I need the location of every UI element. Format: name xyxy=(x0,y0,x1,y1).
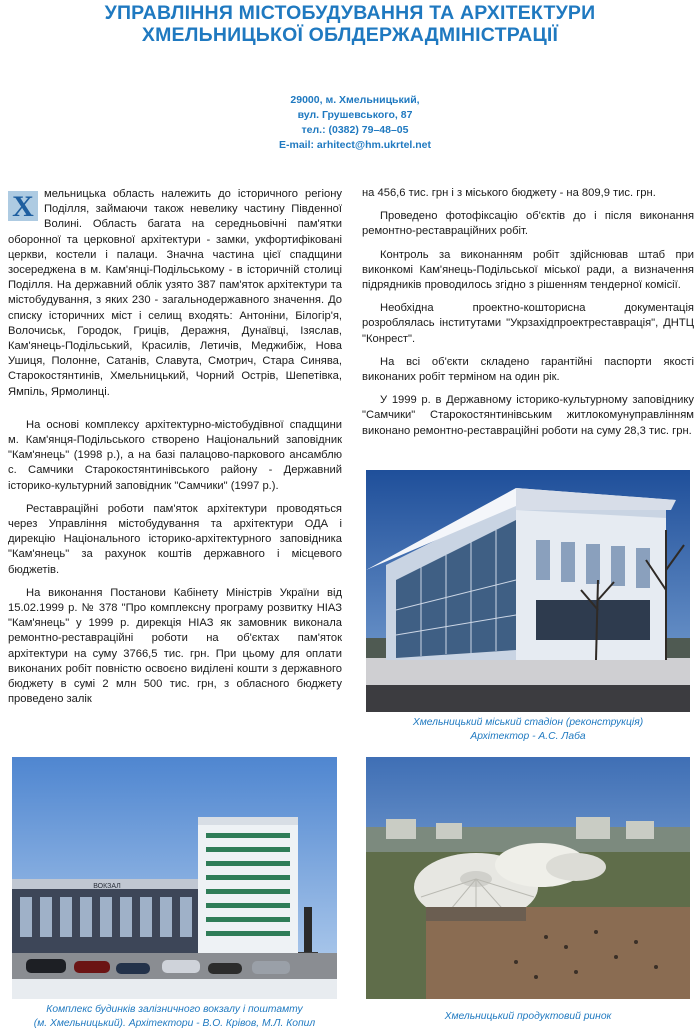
contact-phone: тел.: (0382) 79–48–05 xyxy=(301,124,409,136)
market-photo xyxy=(366,757,690,999)
article-column-right xyxy=(362,186,694,447)
drop-cap: Х xyxy=(8,191,38,221)
caption-line: Хмельницький міський стадіон (реконструкція) xyxy=(412,717,644,728)
paragraph: Контроль за виконанням робіт здійснював штаб при виконкомі Кам'янець-Подільської міської ради, а визначення підрядників проводилось згідно з рішенням тендерної комісії. xyxy=(362,248,694,292)
title-line-1: УПРАВЛІННЯ МІСТОБУДУВАННЯ ТА АРХІТЕКТУРИ xyxy=(104,2,596,24)
page-title xyxy=(0,2,700,46)
paragraph: Реставраційні роботи пам'яток архітектури проводяться через Управління містобудування та архітектури ОДА і дирекцію Національного історико-архітектурного заповідника "Кам'янець" за рахунок коштів державного і місцевого бюджетів. xyxy=(8,502,342,576)
railway-station-photo xyxy=(12,757,337,999)
station-caption xyxy=(12,1003,337,1031)
paragraph: Проведено фотофіксацію об'єктів до і після виконання ремонтно-реставраційних робіт. xyxy=(362,210,694,238)
contact-block xyxy=(205,93,505,153)
caption-line: Архітектор - А.С. Лаба xyxy=(470,731,586,742)
paragraph: На виконання Постанови Кабінету Міністрів України від 15.02.1999 р. № 378 "Про комплексну програму розвитку НІАЗ "Кам'янець" у 1999 р. дирекція НІАЗ як замовник виконала ремонтно-реставраційні роботи на об'єктах пам'яток архітектури на суму 3766,5 тис. грн. При цьому для оплати виконаних робіт повністю освоєно виділені кошти з державного бюджету в сумі 2 млн 500 тис. грн, з обласного бюджету проведено залік xyxy=(8,586,342,706)
paragraph: Необхідна проектно-кошторисна документація розроблялась інститутами "Укрзахідпроектреставрація", ДНТЦ "Конрест". xyxy=(362,302,694,345)
paragraph xyxy=(8,187,342,400)
station-sign: ВОКЗАЛ xyxy=(93,883,121,890)
stadium-caption xyxy=(366,716,690,744)
contact-address: 29000, м. Хмельницький, xyxy=(290,94,420,106)
caption-line: Комплекс будинків залізничного вокзалу і поштамту xyxy=(46,1004,303,1015)
market-caption xyxy=(366,1010,690,1024)
paragraph: на 456,6 тис. грн і з міського бюджету - на 809,9 тис. грн. xyxy=(362,187,656,199)
stadium-photo xyxy=(366,470,690,712)
paragraph: На основі комплексу архітектурно-містобудівної спадщини м. Кам'янця-Подільського створено Національний заповідник "Кам'янець" (1998 р.), а на базі палацово-паркового ансамблю с. Самчики Старокостянтинівського району - Державний історико-культурний заповідник "Самчики" (1997 р.). xyxy=(8,418,342,492)
contact-street: вул. Грушевського, 87 xyxy=(297,109,413,121)
caption-line: Хмельницький продуктовий ринок xyxy=(444,1011,612,1022)
article-column-left xyxy=(8,187,342,716)
caption-line: (м. Хмельницький). Архітектори - В.О. Крівов, М.Л. Копил xyxy=(33,1018,316,1029)
paragraph-text: мельницька область належить до історичного регіону Поділля, займаючи також невелику частину Південної Волині. Область багата на середньовічні пам'ятки оборонної та церковної архітектури - замки, укфортифіковані церкви, костели і палаци. Значна частина цієї спадщини зосереджена в м. Кам'янці-Подільському - в історичній столиці Поділля. На державний облік узято 387 пам'яток архітектури та містобудування, з яких 230 - загальнодержавного значення. До списку історичних міст і селищ входять: Антоніни, Білогір'я, Волочиськ, Городок, Гриців, Деражня, Дунаївці, Ізяслав, Кам'янець-Подільський, Красилів, Летичів, Меджибіж, Нова Ушиця, Полонне, Сатанів, Славута, Смотрич, Стара Синява, Старокостянтинів, Хмельницький, Чорний Острів, Шепетівка, Ямпіль, Ярмолинці. xyxy=(8,188,342,398)
paragraph: У 1999 р. в Державному історико-культурному заповіднику "Самчики" Старокостянтинівським житлокомунуправлінням виконано ремонтно-реставраційні роботи на суму 28,3 тис. грн. xyxy=(362,394,694,437)
paragraph: На всі об'єкти складено гарантійні паспорти якості виконаних робіт терміном на один рік. xyxy=(362,355,694,384)
contact-email[interactable]: E-mail: arhitect@hm.ukrtel.net xyxy=(278,139,432,151)
title-line-2: ХМЕЛЬНИЦЬКОЇ ОБЛДЕРЖАДМІНІСТРАЦІЇ xyxy=(141,24,559,46)
